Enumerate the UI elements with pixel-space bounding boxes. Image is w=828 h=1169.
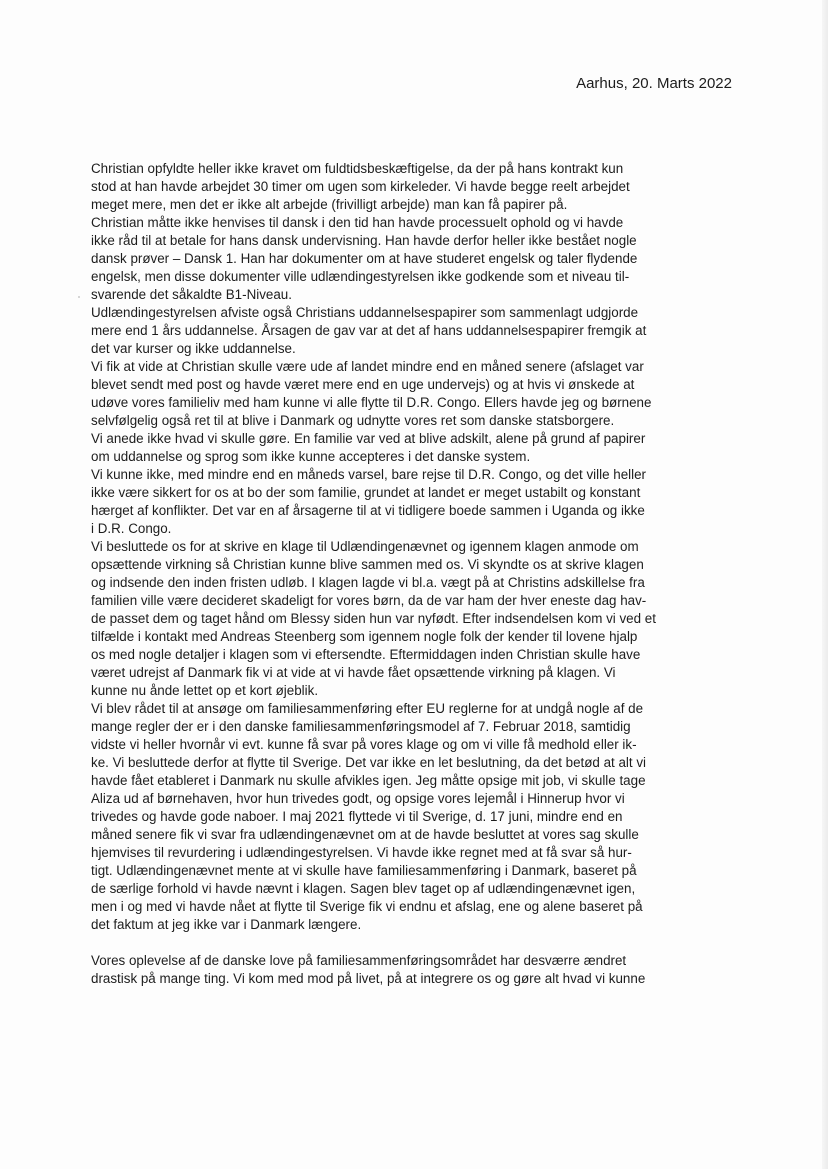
letter-body xyxy=(91,160,741,988)
text-line: Vores oplevelse af de danske love på familiesammenføringsområdet har desværre ændret xyxy=(91,953,627,968)
text-line: meget mere, men det er ikke alt arbejde (frivilligt arbejde) man kan få papirer på. xyxy=(91,197,568,212)
paragraph-gap xyxy=(91,934,741,952)
text-line: vidste vi heller hvornår vi evt. kunne få svar på vores klage og om vi ville få medhold eller ik- xyxy=(91,737,637,752)
text-line: måned senere fik vi svar fra udlændingenævnet om at de havde besluttet at vores sag skulle xyxy=(91,827,639,842)
text-line: Vi kunne ikke, med mindre end en måneds varsel, bare rejse til D.R. Congo, og det ville heller xyxy=(91,467,647,482)
text-line: ikke være sikkert for os at bo der som familie, grundet at landet er meget ustabilt og konstant xyxy=(91,485,641,500)
text-line: Vi blev rådet til at ansøge om familiesammenføring efter EU reglerne for at undgå nogle af de xyxy=(91,701,644,716)
text-line: Vi besluttede os for at skrive en klage til Udlændingenævnet og igennem klagen anmode om xyxy=(91,539,639,554)
text-line: dansk prøver – Dansk 1. Han har dokumenter om at have studeret engelsk og taler flydende xyxy=(91,251,638,266)
text-line: Udlændingestyrelsen afviste også Christians uddannelsespapirer som sammenlagt udgjorde xyxy=(91,305,639,320)
text-line: kunne nu ånde lettet op et kort øjeblik. xyxy=(91,683,319,698)
text-line: de passet dem og taget hånd om Blessy siden hun var nyfødt. Efter indsendelsen kom vi ved et xyxy=(91,611,656,626)
text-line: og indsende den inden fristen udløb. I klagen lagde vi bl.a. vægt på at Christins adskillelse fra xyxy=(91,575,645,590)
text-line: hærget af konflikter. Det var en af årsagerne til at vi tidligere boede sammen i Uganda og ikke xyxy=(91,503,645,518)
scan-speck xyxy=(78,296,80,298)
text-line: familien ville være decideret skadeligt for vores børn, da de var ham der hver eneste dag hav- xyxy=(91,593,647,608)
text-line: Vi fik at vide at Christian skulle være ude af landet mindre end en måned senere (afslaget var xyxy=(91,359,644,374)
text-line: Christian måtte ikke henvises til dansk i den tid han havde processuelt ophold og vi havde xyxy=(91,215,624,230)
text-line: de særlige forhold vi havde nævnt i klagen. Sagen blev taget op af udlændingenævnet igen, xyxy=(91,881,636,896)
text-line: trivedes og havde gode naboer. I maj 2021 flyttede vi til Sverige, d. 17 juni, mindre end en xyxy=(91,809,623,824)
text-line: stod at han havde arbejdet 30 timer om ugen som kirkeleder. Vi havde begge reelt arbejdet xyxy=(91,179,630,194)
text-line: os med nogle detaljer i klagen som vi eftersendte. Eftermiddagen inden Christian skulle have xyxy=(91,647,641,662)
text-line: blevet sendt med post og havde været mere end en uge undervejs) og at hvis vi ønskede at xyxy=(91,377,635,392)
text-line: Christian opfyldte heller ikke kravet om fuldtidsbeskæftigelse, da der på hans kontrakt kun xyxy=(91,161,624,176)
text-line: ikke råd til at betale for hans dansk undervisning. Han havde derfor heller ikke bestået nogle xyxy=(91,233,637,248)
text-line: opsættende virkning så Christian kunne blive sammen med os. Vi skyndte os at skrive klagen xyxy=(91,557,644,572)
text-line: i D.R. Congo. xyxy=(91,521,172,536)
text-line: tilfælde i kontakt med Andreas Steenberg som igennem nogle folk der kender til lovene hjalp xyxy=(91,629,638,644)
text-line: hjemvises til revurdering i udlændingestyrelsen. Vi havde ikke regnet med at få svar så hur- xyxy=(91,845,632,860)
text-line: engelsk, men disse dokumenter ville udlændingestyrelsen ikke godkende som et niveau til- xyxy=(91,269,630,284)
text-line: udøve vores familieliv med ham kunne vi alle flytte til D.R. Congo. Ellers havde jeg og børnene xyxy=(91,395,652,410)
text-line: om uddannelse og sprog som ikke kunne accepteres i det danske system. xyxy=(91,449,531,464)
text-line: tigt. Udlændingenævnet mente at vi skulle have familiesammenføring i Danmark, baseret på xyxy=(91,863,637,878)
text-line: selvfølgelig også ret til at blive i Danmark og udnytte vores ret som danske statsborgere. xyxy=(91,413,615,428)
text-line: Vi anede ikke hvad vi skulle gøre. En familie var ved at blive adskilt, alene på grund af papirer xyxy=(91,431,646,446)
text-line: ke. Vi besluttede derfor at flytte til Sverige. Det var ikke en let beslutning, da det betød at alt vi xyxy=(91,755,647,770)
text-line: været udrejst af Danmark fik vi at vide at vi havde fået opsættende virkning på klagen. Vi xyxy=(91,665,616,680)
text-line: svarende det såkaldte B1-Niveau. xyxy=(91,287,292,302)
date-line: Aarhus, 20. Marts 2022 xyxy=(576,75,732,92)
text-line: det faktum at jeg ikke var i Danmark længere. xyxy=(91,917,362,932)
text-line: mere end 1 års uddannelse. Årsagen de gav var at det af hans uddannelsespapirer fremgik at xyxy=(91,323,647,338)
text-line: det var kurser og ikke uddannelse. xyxy=(91,341,296,356)
text-line: drastisk på mange ting. Vi kom med mod på livet, på at integrere os og gøre alt hvad vi kunne xyxy=(91,971,646,986)
text-line: men i og med vi havde nået at flytte til Sverige fik vi endnu et afslag, ene og alene baseret på xyxy=(91,899,643,914)
text-line: Aliza ud af børnehaven, hvor hun trivedes godt, og opsige vores lejemål i Hinnerup hvor vi xyxy=(91,791,625,806)
text-line: havde fået etableret i Danmark nu skulle afvikles igen. Jeg måtte opsige mit job, vi skulle tage xyxy=(91,773,646,788)
scan-edge xyxy=(822,0,828,1169)
text-line: mange regler der er i den danske familiesammenføringsmodel af 7. Februar 2018, samtidig xyxy=(91,719,631,734)
